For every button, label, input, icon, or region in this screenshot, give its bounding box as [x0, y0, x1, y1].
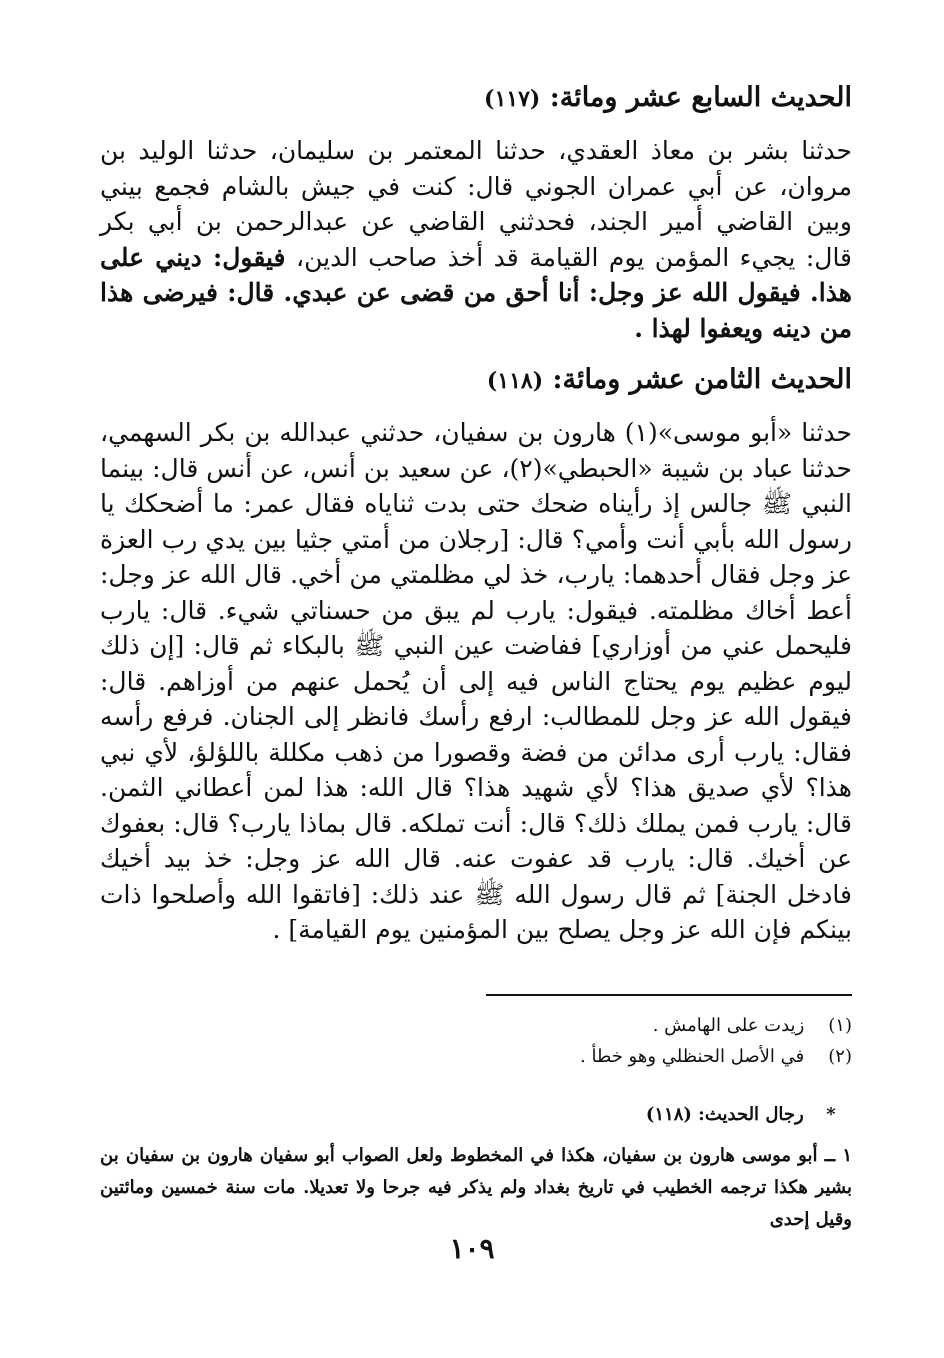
- hadith-117-number: (١١٧): [484, 86, 541, 112]
- footnote-2-number: (٢): [828, 1046, 852, 1067]
- footnote-2: [152, 1041, 852, 1072]
- narrators-section: [100, 1100, 852, 1236]
- footnote-divider: [486, 994, 852, 996]
- hadith-118-number: (١١٨): [486, 368, 544, 394]
- page-number: ١٠٩: [449, 1232, 495, 1265]
- footnote-1-number: (١): [828, 1015, 852, 1036]
- hadith-117-text-plain: حدثنا بشر بن معاذ العقدي، حدثنا المعتمر بن سليمان، حدثنا الوليد بن مروان، عن أبي عمران الجوني قال: كنت في جيش بالشام فجمع بيني وبين القاضي أمير الجند، فحدثني القاضي عن عبدالرحمن بن أبي بكر قال: يجيء المؤمن يوم القيامة قد أخذ صاحب الدين،: [100, 136, 853, 272]
- hadith-117-heading: [100, 78, 852, 119]
- narrators-text: ١ ــ أبو موسى هارون بن سفيان، هكذا في المخطوط ولعل الصواب أبو سفيان هارون بن سفيان بن بشير هكذا ترجمه الخطيب في تاريخ بغداد ولم يذكر فيه جرحا ولا تعديلا. مات سنة خمسين ومائتين وقيل إحدى: [100, 1145, 852, 1230]
- hadith-117-title: الحديث السابع عشر ومائة:: [549, 82, 852, 113]
- footnote-1: [152, 1010, 852, 1041]
- hadith-118-heading: [100, 360, 852, 401]
- footnote-2-text: في الأصل الحنظلي وهو خطأ .: [580, 1046, 805, 1067]
- hadith-117-text-bold: فيقول: ديني على هذا. فيقول الله عز وجل: أنا أحق من قضى عن عبدي. قال: فيرضى هذا من دينه ويعفوا لهذا .: [100, 242, 852, 343]
- narrators-heading: [100, 1100, 852, 1130]
- hadith-117-text: [100, 133, 852, 346]
- narrators-title: رجال الحديث: (١١٨): [645, 1104, 804, 1125]
- footnotes: [152, 1010, 852, 1072]
- main-text: [100, 78, 852, 948]
- star-marker: *: [826, 1104, 836, 1125]
- footnote-1-text: زيدت على الهامش .: [652, 1015, 805, 1036]
- hadith-118-title: الحديث الثامن عشر ومائة:: [552, 364, 852, 395]
- hadith-118-text: حدثنا «أبو موسى»(١) هارون بن سفيان، حدثني عبدالله بن بكر السهمي، حدثنا عباد بن شيبة «الحبطي»(٢)، عن سعيد بن أنس، عن أنس قال: بينما النبي ﷺ جالس إذ رأيناه ضحك حتى بدت ثناياه فقال عمر: ما أضحكك يا رسول الله بأبي أنت وأمي؟ قال: [رجلان من أمتي جثيا بين يدي رب العزة عز وجل فقال أحدهما: يارب، خذ لي مظلمتي من أخي. قال الله عز وجل: أعط أخاك مظلمته. فيقول: يارب لم يبق من حسناتي شيء. قال: يارب فليحمل عني من أوزاري] ففاضت عين النبي ﷺ بالبكاء ثم قال: [إن ذلك ليوم عظيم يوم يحتاج الناس فيه إلى أن يُحمل عنهم من أوزاهم. قال: فيقول الله عز وجل للمطالب: ارفع رأسك فانظر إلى الجنان. فرفع رأسه فقال: يارب أرى مدائن من فضة وقصورا من ذهب مكللة باللؤلؤ، لأي نبي هذا؟ لأي صديق هذا؟ لأي شهيد هذا؟ قال الله: هذا لمن أعطاني الثمن. قال: يارب فمن يملك ذلك؟ قال: أنت تملكه. قال بماذا يارب؟ قال: بعفوك عن أخيك. قال: يارب قد عفوت عنه. قال الله عز وجل: خذ بيد أخيك فادخل الجنة] ثم قال رسول الله ﷺ عند ذلك: [فاتقوا الله وأصلحوا ذات بينكم فإن الله عز وجل يصلح بين المؤمنين يوم القيامة] .: [100, 418, 853, 944]
